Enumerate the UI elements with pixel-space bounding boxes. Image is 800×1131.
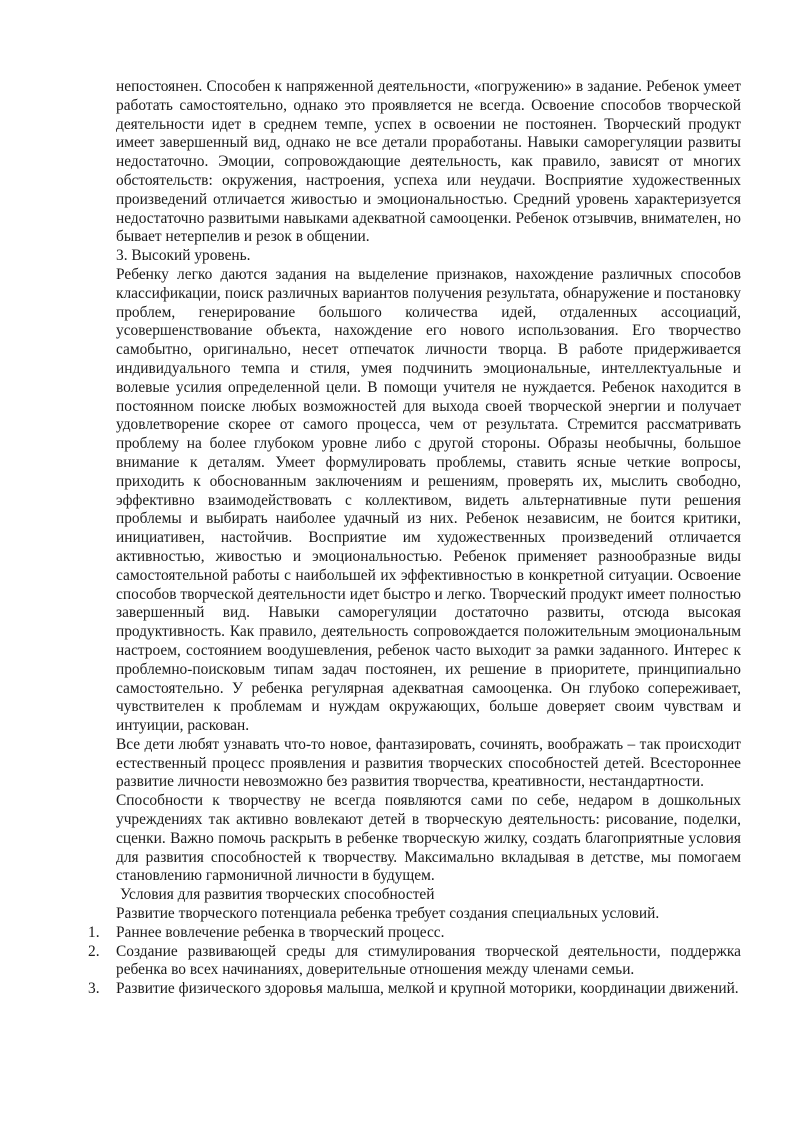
list-item [88, 923, 741, 943]
list-item-number: 1. [88, 923, 100, 941]
list-item-text: Создание развивающей среды для стимулирования творческой деятельности, поддержка ребенка во всех начинаниях, доверительные отношения между членами семьи. [116, 942, 741, 979]
list-item [88, 942, 741, 981]
paragraph-creative-abilities: Способности к творчеству не всегда появляются сами по себе, недаром в дошкольных учреждениях так активно вовлекают детей в творческую деятельность: рисование, поделки, сценки. Важно помочь раскрыть в ребенке творческую жилку, создать благоприятные условия для развития способностей к творчеству. Максимально вкладывая в детстве, мы помогаем становлению гармоничной личности в будущем. [116, 792, 741, 885]
paragraph-middle-level-end: непостоянен. Способен к напряженной деятельности, «погружению» в задание. Ребенок умеет работать самостоятельно, однако это проявляется не всегда. Освоение способов творческой деятельности идет в среднем темпе, успех в освоении не постоянен. Творческий продукт имеет завершенный вид, однако не все детали проработаны. Навыки саморегуляции развиты недостаточно. Эмоции, сопровождающие деятельность, как правило, зависят от многих обстоятельств: окружения, настроения, успеха или неудачи. Восприятие художественных произведений отличается живостью и эмоциональностью. Средний уровень характеризуется недостаточно развитыми навыками адекватной самооценки. Ребенок отзывчив, внимателен, но бывает нетерпелив и резок в общении. [116, 78, 741, 246]
conditions-list [88, 923, 741, 999]
list-item-number: 2. [88, 942, 100, 960]
paragraph-children-love-new: Все дети любят узнавать что-то новое, фантазировать, сочинять, воображать – так происходит естественный процесс проявления и развития творческих способностей детей. Всестороннее развитие личности невозможно без развития творчества, креативности, нестандартности. [116, 735, 741, 791]
heading-conditions: Условия для развития творческих способностей [120, 886, 435, 904]
list-item [88, 980, 741, 999]
list-item-number: 3. [88, 980, 100, 998]
document-body [88, 78, 741, 999]
heading-high-level: 3. Высокий уровень. [116, 247, 251, 265]
list-item-text: Развитие физического здоровья малыша, мелкой и крупной моторики, координации движений. [116, 980, 739, 998]
paragraph-high-level: Ребенку легко даются задания на выделение признаков, нахождение различных способов классификации, поиск различных вариантов получения результата, обнаружение и постановку проблем, генерирование большого количества идей, отдаленных ассоциаций, усовершенствование объекта, нахождение его нового использования. Его творчество самобытно, оригинально, несет отпечаток личности творца. В работе придерживается индивидуального темпа и стиля, умея подчинить эмоциональные, интеллектуальные и волевые усилия определенной цели. В помощи учителя не нуждается. Ребенок находится в постоянном поиске любых возможностей для выхода своей творческой энергии и получает удовлетворение скорее от самого процесса, чем от результата. Стремится рассматривать проблему на более глубоком уровне либо с другой стороны. Образы необычны, большое внимание к деталям. Умеет формулировать проблемы, ставить ясные четкие вопросы, приходить к обоснованным заключениям и решениям, проверять их, мыслить свободно, эффективно взаимодействовать с коллективом, видеть альтернативные пути решения проблемы и выбирать наиболее удачный из них. Ребенок независим, не боится критики, инициативен, настойчив. Восприятие им художественных произведений отличается активностью, живостью и эмоциональностью. Ребенок применяет разнообразные виды самостоятельной работы с наибольшей их эффективностью в конкретной ситуации. Освоение способов творческой деятельности идет быстро и легко. Творческий продукт имеет полностью завершенный вид. Навыки саморегуляции достаточно развиты, отсюда высокая продуктивность. Как правило, деятельность сопровождается положительным эмоциональным настроем, состоянием воодушевления, ребенок часто выходит за рамки заданного. Интерес к проблемно-поисковым типам задач постоянен, их решение в приоритете, принципиально самостоятельно. У ребенка регулярная адекватная самооценка. Он глубоко сопереживает, чувствителен к проблемам и нуждам окружающих, больше доверяет своим чувствам и интуиции, раскован. [116, 265, 741, 735]
paragraph-conditions-intro: Развитие творческого потенциала ребенка требует создания специальных условий. [116, 905, 660, 923]
list-item-text: Раннее вовлечение ребенка в творческий процесс. [116, 923, 445, 941]
